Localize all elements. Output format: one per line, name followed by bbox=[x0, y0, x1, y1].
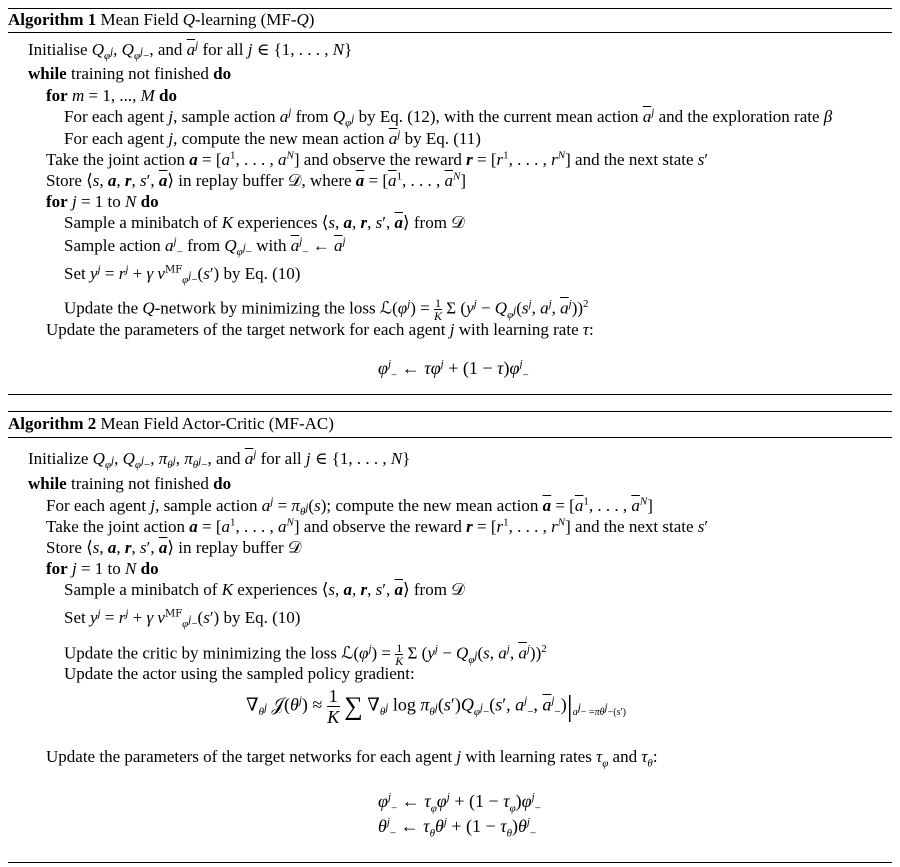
algo1-line-2: while training not finished do bbox=[28, 64, 232, 83]
algo2-line-2: while training not finished do bbox=[28, 474, 232, 493]
algo1-header-label: Algorithm 1 bbox=[8, 10, 97, 29]
algo1-target-update-eq: $\varphi^j_-$ ← $\tau\varphi^j + (1 - \tau)\varphi^j_-$ bbox=[378, 358, 529, 382]
algo2-line-10: Update the actor using the sampled policy gradient: bbox=[64, 664, 415, 683]
algo2-theta-update-eq: $\theta^j_-$ ← $\tau_\theta\theta^j + (1 - \tau_\theta)\theta^j_-$ bbox=[378, 816, 537, 840]
algo1-header bbox=[8, 10, 314, 30]
algo1-top-rule bbox=[8, 8, 892, 9]
algo1-line-3: for m = 1, ..., M do bbox=[46, 86, 177, 105]
algo2-line-8: Set $y^j = r^j + \gamma$ $v^{MF}_{\varphi j-}(s')$ by Eq. (10) bbox=[64, 607, 301, 631]
algo2-line-1: Initialize $Q_{\varphi j}$, $Q_{\varphi j-}$, $\pi_{\theta j}$, $\pi_{\theta j-}$, and $\overline{a}^j$ for all j ∈ {1, . . . , N} bbox=[28, 448, 411, 472]
algo2-line-9: Update the critic by minimizing the loss $ℒ(\varphi^j)$ = $\frac{1}{K}$ Σ ($y^j - Q_{\varphi j}(s$, $a^j$, $\overline{a}^j))^2$ bbox=[64, 641, 547, 668]
algo2-line-7: Sample a minibatch of K experiences ⟨s, a, r, s′, $\overline{a}⟩$ from 𝒟 bbox=[64, 580, 465, 599]
algo1-line-12: Update the Q-network by minimizing the loss $ℒ(\varphi^j)$ = $\frac{1}{K}$ Σ ($y^j - Q_{\varphi j}(s^j$, $a^j$, $\overline{a}^j))^2$ bbox=[64, 296, 589, 323]
algo1-line-9: Sample a minibatch of K experiences ⟨s, a, r, s′, $\overline{a}⟩$ from 𝒟 bbox=[64, 213, 465, 232]
algo1-header-rule bbox=[8, 32, 892, 33]
algo2-line-12: Update the parameters of the target networks for each agent j with learning rates $\tau_\varphi$ and $\tau_\theta$: bbox=[46, 747, 658, 770]
algorithm-1-block bbox=[8, 0, 892, 395]
algorithm-2-block bbox=[8, 411, 892, 863]
algo1-line-11: Set $y^j = r^j + \gamma$ $v^{MF}_{\varphi j-}(s')$ by Eq. (10) bbox=[64, 263, 301, 287]
algo1-line-10: Sample action $a^j_-$ from $Q_{\varphi j-}$ with $\overline{a}^j_-$ ← $\overline{a}^j$ bbox=[64, 235, 346, 259]
algo1-line-1: Initialise $Q_{\varphi j}$, $Q_{\varphi j-}$, and $\overline{a}^j$ for all j ∈ {1, . . . , N} bbox=[28, 39, 353, 63]
algo2-line-5: Store ⟨s, a, r, s′, $\overline{a}⟩$ in replay buffer 𝒟 bbox=[46, 538, 302, 557]
algo1-bottom-rule bbox=[8, 394, 892, 395]
algo2-header-label: Algorithm 2 bbox=[8, 414, 97, 433]
algo1-header-title: Mean Field Q-learning (MF-Q) bbox=[100, 10, 315, 29]
algo1-line-7: Store ⟨s, a, r, s′, $\overline{a}⟩$ in replay buffer 𝒟, where $\overline{a} = [\overline{a}^1$, . . . , $\overline{a}^N$] bbox=[46, 170, 467, 190]
algo2-line-6: for j = 1 to N do bbox=[46, 559, 159, 578]
algo2-header bbox=[8, 414, 334, 434]
algo2-line-4: Take the joint action $a = [a^1$, . . . , $a^N$] and observe the reward $r = [r^1$, . . . , $r^N$] and the next state s′ bbox=[46, 516, 709, 536]
algo1-line-5: For each agent j, compute the new mean action $\overline{a}^j$ by Eq. (11) bbox=[64, 128, 481, 148]
algo2-line-3: For each agent j, sample action $a^j = \pi_{\theta j}(s)$; compute the new mean action $\overline{a} = [\overline{a}^1$, . . . , $\overline{a}^N$] bbox=[46, 495, 653, 519]
algo1-line-13: Update the parameters of the target network for each agent j with learning rate τ: bbox=[46, 320, 594, 339]
algo2-header-rule bbox=[8, 437, 892, 438]
algo2-phi-update-eq: $\varphi^j_-$ ← $\tau_\varphi\varphi^j + (1 - \tau_\varphi)\varphi^j_-$ bbox=[378, 791, 541, 815]
algo1-line-8: for j = 1 to N do bbox=[46, 192, 159, 211]
algo2-bottom-rule bbox=[8, 862, 892, 863]
algo2-header-title: Mean Field Actor-Critic (MF-AC) bbox=[100, 414, 334, 433]
algo2-policy-gradient-eq: $\nabla_{\theta j}$ $𝒥(\theta^j)$ ≈ $\frac{1}{K}$ ∑ $\nabla_{\theta j}$ $\log \pi_{\theta j}(s')Q_{\varphi j-}(s'$, $a^j_-$, $\overline{a}^j_-)|_{aj- =\pi\theta j-(s')}$ bbox=[246, 686, 626, 727]
algo1-line-6: Take the joint action $a = [a^1$, . . . , $a^N$] and observe the reward $r = [r^1$, . . . , $r^N$] and the next state s′ bbox=[46, 149, 709, 169]
algo2-top-rule bbox=[8, 411, 892, 412]
algo1-line-4: For each agent j, sample action $a^j$ from $Q_{\varphi j}$ by Eq. (12), with the current mean action $\overline{a}^j$ and the exploration rate β bbox=[64, 106, 833, 130]
